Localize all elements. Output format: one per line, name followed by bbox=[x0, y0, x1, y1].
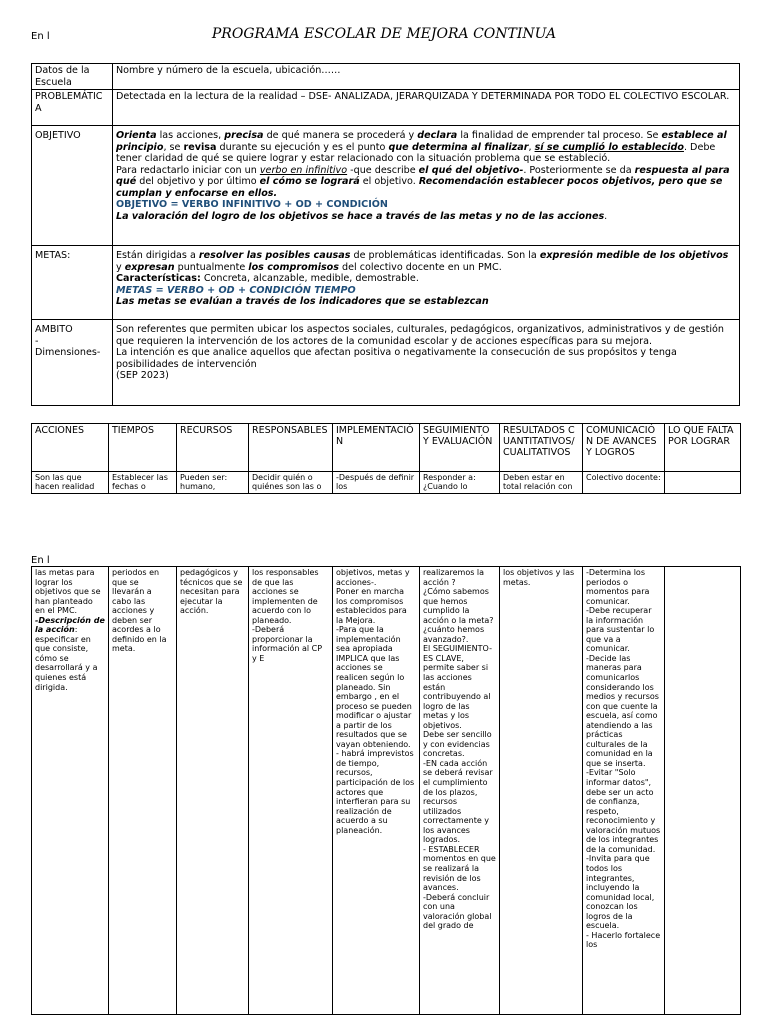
cont-comunicacion: -Determina los periodos o momentos para comunicar. -Debe recuperar la información para sustentar lo que va a comunicar. -Decide las maneras para comunicarlos considerando los medios y recursos con que cuente la escuela, así como atendiendo a las prácticas culturales de la comunidad en la que se inserta. -Evitar "Solo informar datos", debe ser un acto de confianza, respeto, reconocimiento y valoración mutuos de los integrantes de la comunidad. -Invita para que todos los integrantes, incluyendo la comunidad local, conozcan los logros de la escuela. - Hacerlo fortalece los bbox=[583, 567, 665, 1015]
objetivo-orienta: Orienta bbox=[116, 130, 157, 141]
cell-tiempos: Establecer las fechas o bbox=[109, 472, 177, 494]
objetivo-verbo: verbo en infinitivo bbox=[259, 164, 348, 176]
objetivo-p3-b: . bbox=[604, 210, 608, 222]
objetivo-para-que: respuesta al para qué bbox=[116, 164, 730, 187]
row-datos bbox=[32, 64, 740, 90]
datos-text: Nombre y número de la escuela, ubicación…… bbox=[113, 64, 740, 90]
cell-falta bbox=[665, 472, 741, 494]
ambito-p2: La intención es que analice aquellos que afectan positiva o negativamente la consecución de sus propósitos y tenga posibilidades de intervención bbox=[116, 347, 677, 370]
cell-responsables: Decidir quién o quiénes son las o bbox=[249, 472, 333, 494]
objetivo-valoracion: La valoración del logro de los objetivos se hace a través de las metas y no de las acciones bbox=[116, 210, 605, 222]
objetivo-determina: que determina al finalizar bbox=[388, 141, 529, 153]
cont-tiempos: periodos en que se llevarán a cabo las acciones y deben ser acordes a lo definido en la meta. bbox=[109, 567, 177, 1015]
objetivo-text-n: . Debe tener claridad de qué se quiere lograr y estar relacionado con la situación problema que se estableció. bbox=[116, 141, 716, 164]
metas-compromisos: los compromisos bbox=[248, 261, 339, 273]
objetivo-label: OBJETIVO bbox=[32, 126, 113, 246]
plan-table bbox=[31, 423, 741, 494]
objetivo-que: el qué del objetivo- bbox=[418, 164, 524, 176]
row-metas bbox=[32, 246, 740, 320]
objetivo-text-f: la finalidad de emprender tal proceso. Se bbox=[457, 130, 662, 141]
objetivo-recomendacion: Recomendación establecer pocos objetivos, pero que se cumplan y enfocarse en ellos. bbox=[116, 176, 723, 199]
row-problematica bbox=[32, 90, 740, 126]
continued-row bbox=[32, 567, 741, 1015]
cont-responsables: los responsables de que las acciones se implementen de acuerdo con lo planeado. -Deberá proporcionar la información al CP y E bbox=[249, 567, 333, 1015]
metas-p1-g: puntualmente bbox=[174, 261, 249, 273]
objetivo-text bbox=[113, 126, 740, 246]
header-acciones: ACCIONES bbox=[32, 424, 109, 472]
objetivo-text-h: , se bbox=[163, 141, 184, 153]
objetivo-precisa: precisa bbox=[224, 130, 264, 141]
objetivo-p2-g: del objetivo y por último bbox=[136, 176, 260, 187]
metas-caracteristicas: Características: bbox=[116, 273, 201, 284]
cell-seguimiento: Responder a: ¿Cuando lo bbox=[420, 472, 500, 494]
metas-formula: METAS = VERBO + OD + CONDICIÓN TIEMPO bbox=[116, 284, 356, 296]
cell-recursos: Pueden ser: humano, bbox=[177, 472, 249, 494]
metas-p1-a: Están dirigidas a bbox=[116, 250, 199, 261]
objetivo-establece: establece al principio bbox=[116, 130, 727, 153]
objetivo-p2-a: Para redactarlo iniciar con un bbox=[116, 164, 260, 176]
objetivo-p2-c: -que describe bbox=[347, 164, 419, 176]
objetivo-cumplio: sí se cumplió lo establecido bbox=[534, 141, 684, 153]
problematica-label: PROBLEMÁTICA bbox=[32, 90, 113, 126]
header-seguimiento: SEGUIMIENTO Y EVALUACIÓN bbox=[420, 424, 500, 472]
header-tiempos: TIEMPOS bbox=[109, 424, 177, 472]
metas-expresan: expresan bbox=[124, 261, 175, 273]
header-recursos: RECURSOS bbox=[177, 424, 249, 472]
corner-label: En l bbox=[31, 31, 50, 42]
ambito-label: AMBITO - Dimensiones- bbox=[32, 320, 113, 406]
objetivo-p2-i: el objetivo. bbox=[359, 176, 419, 187]
objetivo-declara: declara bbox=[417, 130, 458, 141]
header-resultados: RESULTADOS CUANTITATIVOS/ CUALITATIVOS bbox=[500, 424, 583, 472]
row-objetivo bbox=[32, 126, 740, 246]
plan-header-row bbox=[32, 424, 741, 472]
cont-resultados: los objetivos y las metas. bbox=[500, 567, 583, 1015]
ambito-text bbox=[113, 320, 740, 406]
header-responsables: RESPONSABLES bbox=[249, 424, 333, 472]
cell-resultados: Deben estar en total relación con bbox=[500, 472, 583, 494]
objetivo-text-d: de qué manera se procederá y bbox=[263, 130, 418, 141]
page-title: PROGRAMA ESCOLAR DE MEJORA CONTINUA bbox=[211, 26, 557, 42]
ambito-p3: (SEP 2023) bbox=[116, 370, 169, 381]
cont-acciones-label: -Descripción de la acción bbox=[35, 615, 105, 635]
metas-text bbox=[113, 246, 740, 320]
objetivo-text-l: , bbox=[528, 141, 535, 153]
metas-evaluan: Las metas se evalúan a través de los indicadores que se establezcan bbox=[116, 296, 489, 307]
continued-table bbox=[31, 566, 741, 1015]
metas-p1-c: de problemáticas identificadas. Son la bbox=[350, 250, 540, 261]
objetivo-text-b: las acciones, bbox=[156, 130, 225, 141]
ambito-p1: Son referentes que permiten ubicar los aspectos sociales, culturales, pedagógicos, organizativos, administrativos y de gestión que requieren la intervención de los actores de la comunidad escolar y de acciones específicas para su mejora. bbox=[116, 324, 724, 347]
cont-acciones-b: : especificar en que consiste, cómo se desarrollará y a quienes está dirigida. bbox=[35, 625, 98, 692]
cell-implementacion: -Después de definir los bbox=[333, 472, 420, 494]
cont-recursos: pedagógicos y técnicos que se necesitan para ejecutar la acción. bbox=[177, 567, 249, 1015]
metas-p1-i: del colectivo docente en un PMC. bbox=[339, 261, 502, 273]
metas-expresion: expresión medible de los objetivos bbox=[539, 250, 729, 261]
problematica-text: Detectada en la lectura de la realidad – DSE- ANALIZADA, JERARQUIZADA Y DETERMINADA POR TODO EL COLECTIVO ESCOLAR. bbox=[113, 90, 740, 126]
objetivo-como: el cómo se logrará bbox=[259, 176, 360, 187]
row-ambito bbox=[32, 320, 740, 406]
metas-label: METAS: bbox=[32, 246, 113, 320]
metas-p1-e: y bbox=[116, 261, 125, 273]
metas-resolver: resolver las posibles causas bbox=[198, 250, 351, 261]
header-implementacion: IMPLEMENTACIÓN bbox=[333, 424, 420, 472]
datos-label: Datos de la Escuela bbox=[32, 64, 113, 90]
cell-acciones: Son las que hacen realidad bbox=[32, 472, 109, 494]
objetivo-revisa: revisa bbox=[183, 141, 217, 153]
cont-acciones bbox=[32, 567, 109, 1015]
objetivo-formula: OBJETIVO = VERBO INFINITIVO + OD + CONDICIÓN bbox=[116, 199, 388, 210]
cont-falta bbox=[665, 567, 741, 1015]
objetivo-text-j: durante su ejecución y es el punto bbox=[216, 141, 389, 153]
cont-acciones-a: las metas para lograr los objetivos que se han planteado en el PMC. bbox=[35, 568, 101, 616]
cont-implementacion: objetivos, metas y acciones-. Poner en marcha los compromisos establecidos para la Mejora. -Para que la implementación sea apropiada IMPLICA que las acciones se realicen según lo planeado. Sin embargo , en el proceso se pueden modificar o ajustar a partir de los resultados que se vayan obteniendo. - habrá imprevistos de tiempo, recursos, participación de los actores que interfieran para su realización de acuerdo a su planeación. bbox=[333, 567, 420, 1015]
plan-first-row bbox=[32, 472, 741, 494]
header-comunicacion: COMUNICACIÓN DE AVANCES Y LOGROS bbox=[583, 424, 665, 472]
info-table bbox=[31, 63, 740, 406]
cell-comunicacion: Colectivo docente: bbox=[583, 472, 665, 494]
header-falta: LO QUE FALTA POR LOGRAR bbox=[665, 424, 741, 472]
cont-seguimiento: realizaremos la acción ? ¿Cómo sabemos que hemos cumplido la acción o la meta? ¿cuánto hemos avanzado?. El SEGUIMIENTO- ES CLAVE, permite saber si las acciones están contribuyendo al logro de las metas y los objetivos. Debe ser sencillo y con evidencias concretas. -EN cada acción se deberá revisar el cumplimiento de los plazos, recursos utilizados correctamente y los avances logrados. - ESTABLECER momentos en que se realizará la revisión de los avances. -Deberá concluir con una valoración global del grado de bbox=[420, 567, 500, 1015]
metas-p2-b: Concreta, alcanzable, medible, demostrable. bbox=[200, 273, 419, 284]
corner-label-2: En l bbox=[31, 555, 50, 566]
objetivo-p2-e: . Posteriormente se da bbox=[523, 164, 635, 176]
